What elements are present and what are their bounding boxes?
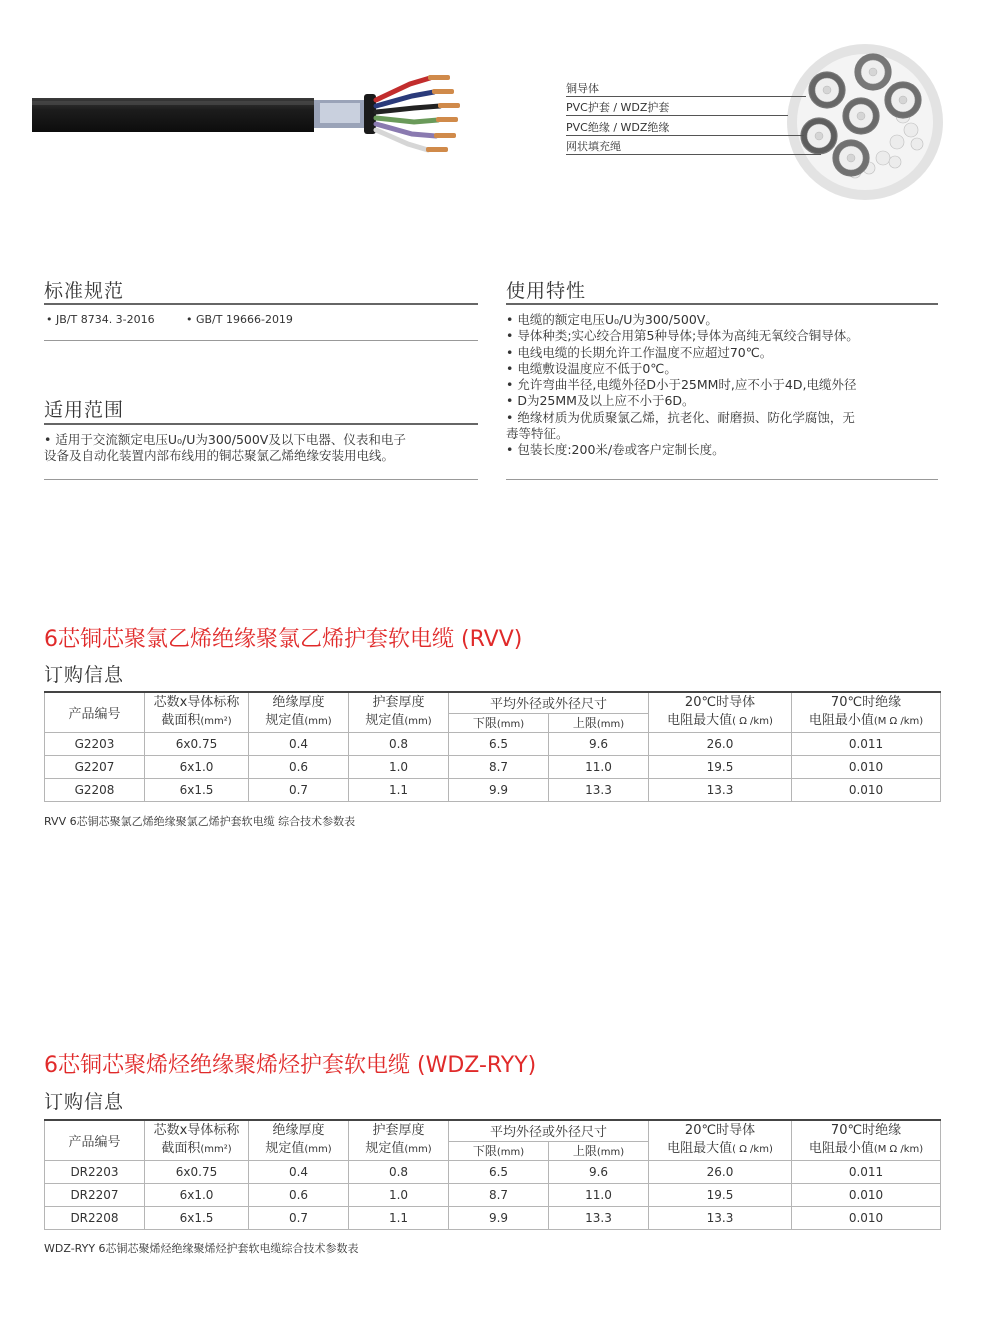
header-text: 护套厚度: [372, 1122, 425, 1138]
header-text: 下限: [472, 1144, 497, 1158]
cell: 1.1: [349, 778, 449, 801]
header-unit: (mm²): [200, 1143, 232, 1155]
feature-line: • D为25MM及以上应不小于6D。: [506, 393, 695, 409]
header-insulation-resistance: [792, 692, 941, 732]
cell: 6x1.5: [145, 778, 249, 801]
header-text: 上限: [572, 716, 597, 730]
cell: 9.6: [549, 732, 649, 755]
header-text: 电阻最小值: [808, 1140, 874, 1156]
table-row: [45, 755, 941, 778]
header-od-lower: [449, 713, 549, 732]
spec-table: [44, 691, 941, 802]
section-rule: [506, 303, 938, 305]
header-insulation: [249, 692, 349, 732]
header-text: 规定值: [265, 1140, 305, 1156]
feature-line: • 绝缘材质为优质聚氯乙烯，抗老化、耐磨损、防化学腐蚀，无: [506, 409, 855, 425]
cell: 0.7: [249, 1206, 349, 1229]
header-text: 规定值: [265, 712, 305, 728]
scope-title: 适用范围: [44, 399, 125, 421]
table-row: [45, 1160, 941, 1183]
feature-line: 毒等特征。: [506, 426, 569, 442]
header-unit: (mm): [404, 715, 432, 727]
features-list: [506, 312, 936, 459]
header-insulation-resistance: [792, 1120, 941, 1160]
header-sheath: [349, 692, 449, 732]
cell: 0.7: [249, 778, 349, 801]
cell: 0.4: [249, 1160, 349, 1183]
product-title: 6芯铜芯聚氯乙烯绝缘聚氯乙烯护套软电缆 (RVV): [44, 627, 523, 652]
cell: 26.0: [649, 1160, 792, 1183]
cell: 0.8: [349, 732, 449, 755]
cell: 0.011: [792, 1160, 941, 1183]
header-outer-diameter: 平均外径或外径尺寸: [449, 1120, 649, 1141]
feature-line: • 允许弯曲半径,电缆外径D小于25MM时,应不小于4D,电缆外径: [506, 377, 857, 393]
cell: 0.6: [249, 1183, 349, 1206]
header-unit: (mm): [304, 1143, 332, 1155]
scope-text: [44, 432, 406, 465]
cell: 1.0: [349, 1183, 449, 1206]
cell: DR2208: [45, 1206, 145, 1229]
header-unit: (mm): [596, 1147, 625, 1158]
spec-table: [44, 1119, 941, 1230]
label-copper-conductor: 铜导体: [566, 82, 599, 95]
header-od-upper: [549, 713, 649, 732]
table-caption: RVV 6芯铜芯聚氯乙烯绝缘聚氯乙烯护套软电缆 综合技术参数表: [44, 815, 356, 828]
label-filler: 网状填充绳: [566, 140, 621, 153]
header-text: 20℃时导体: [684, 694, 756, 710]
cell: G2207: [45, 755, 145, 778]
product-title: 6芯铜芯聚烯烃绝缘聚烯烃护套软电缆 (WDZ-RYY): [44, 1053, 537, 1078]
standards-title: 标准规范: [44, 280, 125, 302]
cell: 6x0.75: [145, 1160, 249, 1183]
header-text: 截面积: [161, 1140, 201, 1156]
header-text: 电阻最小值: [808, 712, 874, 728]
cell: 0.8: [349, 1160, 449, 1183]
cell: 6x1.0: [145, 755, 249, 778]
table-row: [45, 732, 941, 755]
cell: 0.6: [249, 755, 349, 778]
leader-line: [566, 96, 806, 97]
cell: 6.5: [449, 732, 549, 755]
header-text: 20℃时导体: [684, 1122, 756, 1138]
table-caption: WDZ-RYY 6芯铜芯聚烯烃绝缘聚烯烃护套软电缆综合技术参数表: [44, 1242, 359, 1255]
header-unit: (mm): [596, 719, 625, 730]
cell: 1.1: [349, 1206, 449, 1229]
header-sheath: [349, 1120, 449, 1160]
order-info-title: 订购信息: [44, 664, 125, 686]
cell: 26.0: [649, 732, 792, 755]
feature-line: • 导体种类;实心绞合用第5种导体;导体为高纯无氧绞合铜导体。: [506, 328, 859, 344]
cell: 0.011: [792, 732, 941, 755]
feature-line: • 电缆的额定电压U₀/U为300/500V。: [506, 312, 718, 327]
feature-line: • 电缆敷设温度应不低于0℃。: [506, 360, 677, 376]
leader-line: [566, 154, 821, 155]
cell: 11.0: [549, 755, 649, 778]
cell: 9.9: [449, 778, 549, 801]
section-rule: [44, 340, 478, 341]
header-resistance: [649, 692, 792, 732]
cell: 6.5: [449, 1160, 549, 1183]
header-unit: (mm): [304, 715, 332, 727]
cell: 0.010: [792, 1206, 941, 1229]
order-info-title: 订购信息: [44, 1091, 125, 1113]
header-text: 电阻最大值: [667, 712, 733, 728]
header-unit: (M Ω /km): [873, 1143, 924, 1155]
header-product-code: 产品编号: [45, 1120, 145, 1160]
header-unit: (mm): [496, 719, 525, 730]
cell: 13.3: [649, 1206, 792, 1229]
header-unit: (M Ω /km): [873, 715, 924, 727]
section-rule: [44, 479, 478, 480]
header-text: 截面积: [161, 712, 201, 728]
header-text: 70℃时绝缘: [830, 694, 902, 710]
cell: 9.9: [449, 1206, 549, 1229]
table-row: [45, 1206, 941, 1229]
cell: 13.3: [549, 778, 649, 801]
header-unit: (mm²): [200, 715, 232, 727]
table-row: [45, 778, 941, 801]
feature-line: • 电线电缆的长期允许工作温度不应超过70℃。: [506, 344, 773, 360]
label-sheath: PVC护套 / WDZ护套: [566, 101, 670, 114]
header-text: 护套厚度: [372, 694, 425, 710]
cell: 6x1.0: [145, 1183, 249, 1206]
header-cores: [145, 692, 249, 732]
cell: DR2207: [45, 1183, 145, 1206]
cell: 0.010: [792, 755, 941, 778]
scope-line: • 适用于交流额定电压U₀/U为300/500V及以下电器、仪表和电子: [44, 432, 406, 447]
cell: 8.7: [449, 755, 549, 778]
standard-item: • JB/T 8734. 3-2016: [46, 313, 155, 326]
cell: 13.3: [649, 778, 792, 801]
section-rule: [44, 423, 478, 425]
cell: 8.7: [449, 1183, 549, 1206]
cable-photo: [30, 70, 470, 170]
cell: 1.0: [349, 755, 449, 778]
cell: 19.5: [649, 1183, 792, 1206]
section-rule: [44, 303, 478, 305]
cable-cross-section-diagram: [785, 42, 945, 202]
features-title: 使用特性: [506, 280, 587, 302]
header-text: 上限: [572, 1144, 597, 1158]
header-od-upper: [549, 1141, 649, 1160]
feature-line: • 包装长度:200米/卷或客户定制长度。: [506, 442, 725, 458]
cell: 6x0.75: [145, 732, 249, 755]
header-text: 绝缘厚度: [272, 694, 325, 710]
scope-line: 设备及自动化装置内部布线用的铜芯聚氯乙烯绝缘安装用电线。: [44, 448, 395, 464]
cell: G2203: [45, 732, 145, 755]
header-resistance: [649, 1120, 792, 1160]
cell: 0.010: [792, 1183, 941, 1206]
header-text: 规定值: [365, 1140, 405, 1156]
cell: G2208: [45, 778, 145, 801]
header-cores: [145, 1120, 249, 1160]
header-outer-diameter: 平均外径或外径尺寸: [449, 692, 649, 713]
header-product-code: 产品编号: [45, 692, 145, 732]
cell: 6x1.5: [145, 1206, 249, 1229]
cell: 9.6: [549, 1160, 649, 1183]
cell: 0.4: [249, 732, 349, 755]
cell: 11.0: [549, 1183, 649, 1206]
header-text: 芯数x导体标称: [153, 1122, 240, 1138]
header-unit: ( Ω /km): [732, 1143, 773, 1155]
header-text: 电阻最大值: [667, 1140, 733, 1156]
header-text: 芯数x导体标称: [153, 694, 240, 710]
cell: 13.3: [549, 1206, 649, 1229]
standard-item: • GB/T 19666-2019: [186, 313, 293, 326]
leader-line: [566, 115, 788, 116]
header-text: 绝缘厚度: [272, 1122, 325, 1138]
cell: 0.010: [792, 778, 941, 801]
header-insulation: [249, 1120, 349, 1160]
header-text: 70℃时绝缘: [830, 1122, 902, 1138]
table-row: [45, 1183, 941, 1206]
section-rule: [506, 479, 938, 480]
header-unit: (mm): [496, 1147, 525, 1158]
leader-line: [566, 135, 804, 136]
header-unit: ( Ω /km): [732, 715, 773, 727]
label-insulation: PVC绝缘 / WDZ绝缘: [566, 121, 670, 134]
cell: DR2203: [45, 1160, 145, 1183]
header-text: 下限: [472, 716, 497, 730]
cell: 19.5: [649, 755, 792, 778]
header-text: 规定值: [365, 712, 405, 728]
header-unit: (mm): [404, 1143, 432, 1155]
header-od-lower: [449, 1141, 549, 1160]
